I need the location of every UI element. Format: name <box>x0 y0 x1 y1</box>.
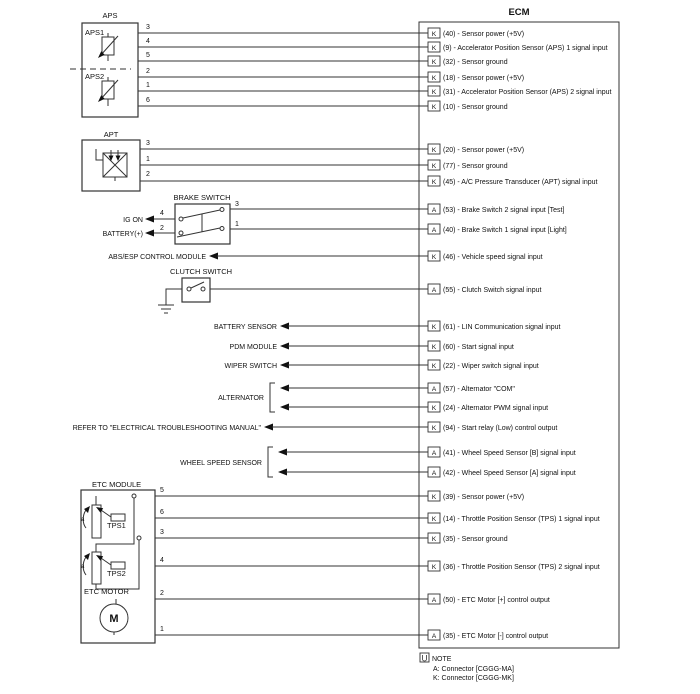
note-icon <box>420 653 429 662</box>
apt-pin-number: 1 <box>146 156 150 163</box>
pdm-module-label: PDM MODULE <box>229 344 277 351</box>
connector-letter: A <box>431 287 437 294</box>
connector-letter: A <box>431 633 437 640</box>
brake-pin-number: 3 <box>235 201 239 208</box>
aps-pin-number: 1 <box>146 82 150 89</box>
aps-pin-number: 6 <box>146 97 150 104</box>
alternator-label: ALTERNATOR <box>218 395 264 402</box>
pin-label: (20) - Sensor power (+5V) <box>443 147 525 154</box>
connector-letter: K <box>431 147 437 154</box>
connector-letter: K <box>431 425 437 432</box>
clutch-switch-component <box>158 267 232 313</box>
switch-contact <box>179 217 183 221</box>
junction-node <box>137 536 141 540</box>
pin-label: (42) - Wheel Speed Sensor [A] signal input <box>443 470 576 477</box>
ground-icon <box>158 305 174 313</box>
pin-label: (35) - ETC Motor [-] control output <box>443 633 549 640</box>
connector-letter: A <box>431 227 437 234</box>
tps2-label: TPS2 <box>107 569 126 578</box>
etc-pin-number: 5 <box>160 487 164 494</box>
ecm-box <box>419 22 619 648</box>
brake-switch-title: BRAKE SWITCH <box>173 193 231 202</box>
pin-label: (40) - Sensor power (+5V) <box>443 31 525 38</box>
switch-contact <box>187 287 191 291</box>
aps-title: APS <box>102 11 118 20</box>
left-arrowhead-icon <box>278 449 287 456</box>
apt-component <box>82 130 150 191</box>
left-arrowhead-icon <box>280 404 289 411</box>
left-arrowhead-icon <box>264 424 273 431</box>
pin-label: (22) - Wiper switch signal input <box>443 363 539 370</box>
connector-letter: K <box>431 104 437 111</box>
wheel-speed-sensor-group <box>180 447 273 477</box>
etc-pin-number: 2 <box>160 590 164 597</box>
connector-letter: K <box>431 89 437 96</box>
connector-letter: K <box>431 163 437 170</box>
switch-contact <box>179 231 183 235</box>
wiper-switch-label: WIPER SWITCH <box>224 363 277 370</box>
etc-module-title: ETC MODULE <box>92 480 142 489</box>
connector-letter: A <box>431 450 437 457</box>
etc-pin-number: 4 <box>160 557 164 564</box>
left-arrowhead-icon <box>280 323 289 330</box>
connector-letter: K <box>431 405 437 412</box>
aps-pin-number: 5 <box>146 52 150 59</box>
apt-title: APT <box>103 130 119 139</box>
connector-letter: K <box>431 254 437 261</box>
aps-pin-number: 3 <box>146 24 150 31</box>
brake-switch-component <box>103 193 239 244</box>
pin-label: (57) - Alternator "COM" <box>443 386 515 393</box>
junction-node <box>132 494 136 498</box>
left-arrowhead-icon <box>280 385 289 392</box>
pin-label: (24) - Alternator PWM signal input <box>443 405 549 412</box>
apt-box <box>82 140 140 191</box>
brake-pin-number: 4 <box>160 210 164 217</box>
tps1-label: TPS1 <box>107 521 126 530</box>
connector-letter: K <box>431 75 437 82</box>
note-title: NOTE <box>432 656 452 663</box>
clutch-switch-box <box>182 278 210 302</box>
note-section <box>420 653 514 682</box>
pin-label: (35) - Sensor ground <box>443 536 508 543</box>
wheel-speed-sensor-label: WHEEL SPEED SENSOR <box>180 460 262 467</box>
pin-label: (14) - Throttle Position Sensor (TPS) 1 signal input <box>443 516 600 523</box>
connector-letter: K <box>431 59 437 66</box>
aps2-label: APS2 <box>85 72 105 81</box>
connector-letter: K <box>431 45 437 52</box>
connector-letter: A <box>431 597 437 604</box>
etc-pin-number: 1 <box>160 626 164 633</box>
note-line: K: Connector [CGGG-MK] <box>433 675 514 682</box>
ecm-title: ECM <box>508 7 530 18</box>
connector-letter: K <box>431 516 437 523</box>
pin-label: (46) - Vehicle speed signal input <box>443 254 543 261</box>
left-arrowhead-icon <box>145 230 154 237</box>
pin-label: (18) - Sensor power (+5V) <box>443 75 525 82</box>
connector-letter: K <box>431 324 437 331</box>
alternator-bracket <box>270 383 275 412</box>
connector-letter: K <box>431 564 437 571</box>
pin-label: (55) - Clutch Switch signal input <box>443 287 542 294</box>
ground-wire <box>166 289 182 305</box>
pin-label: (31) - Accelerator Position Sensor (APS) 2 signal input <box>443 89 612 96</box>
etc-module-component <box>81 480 164 643</box>
clutch-switch-title: CLUTCH SWITCH <box>169 267 233 276</box>
ig-on-label: IG ON <box>123 217 143 224</box>
pin-label: (36) - Throttle Position Sensor (TPS) 2 signal input <box>443 564 600 571</box>
etc-pin-number: 6 <box>160 509 164 516</box>
switch-contact <box>201 287 205 291</box>
connector-letter: A <box>431 207 437 214</box>
aps-pin-number: 4 <box>146 38 150 45</box>
pin-label: (77) - Sensor ground <box>443 163 508 170</box>
connector-letter: K <box>431 31 437 38</box>
connector-letter: K <box>431 536 437 543</box>
connector-letter: K <box>431 363 437 370</box>
left-arrowhead-icon <box>209 253 218 260</box>
pin-label: (9) - Accelerator Position Sensor (APS) 1 signal input <box>443 45 608 52</box>
battery-label: BATTERY(+) <box>102 231 143 238</box>
switch-contact <box>220 208 224 212</box>
connector-letter: A <box>431 470 437 477</box>
pin-label: (45) - A/C Pressure Transducer (APT) signal input <box>443 179 598 186</box>
etc-motor-title: ETC MOTOR <box>84 587 129 596</box>
alternator-group <box>218 383 275 412</box>
brake-pin-number: 1 <box>235 221 239 228</box>
tps1-angle-symbol: a <box>81 517 85 523</box>
pin-label: (41) - Wheel Speed Sensor [B] signal input <box>443 450 576 457</box>
aps-pin-number: 2 <box>146 68 150 75</box>
switch-contact <box>220 227 224 231</box>
aps1-label: APS1 <box>85 28 105 37</box>
left-arrowhead-icon <box>280 362 289 369</box>
note-line: A: Connector [CGGG-MA] <box>433 666 514 673</box>
pin-label: (61) - LIN Communication signal input <box>443 324 561 331</box>
wheel-speed-bracket <box>268 447 273 477</box>
left-arrowhead-icon <box>145 216 154 223</box>
pin-label: (40) - Brake Switch 1 signal input [Light] <box>443 227 567 234</box>
pin-label: (32) - Sensor ground <box>443 59 508 66</box>
connector-letter: K <box>431 179 437 186</box>
left-arrowhead-icon <box>280 343 289 350</box>
refer-manual-label: REFER TO "ELECTRICAL TROUBLESHOOTING MANUAL" <box>72 425 261 432</box>
pin-label: (53) - Brake Switch 2 signal input [Test] <box>443 207 565 214</box>
pin-label: (94) - Start relay (Low) control output <box>443 425 558 432</box>
pin-label: (50) - ETC Motor [+] control output <box>443 597 550 604</box>
connector-letter: K <box>431 494 437 501</box>
aps-component <box>70 11 150 117</box>
apt-pin-number: 3 <box>146 140 150 147</box>
brake-pin-number: 2 <box>160 225 164 232</box>
battery-sensor-label: BATTERY SENSOR <box>213 324 277 331</box>
connector-letter: K <box>431 344 437 351</box>
tps2-angle-symbol: a <box>81 564 85 570</box>
pin-label: (60) - Start signal input <box>443 344 514 351</box>
motor-symbol: M <box>109 613 119 625</box>
left-arrowhead-icon <box>278 469 287 476</box>
connector-letter: A <box>431 386 437 393</box>
etc-pin-number: 3 <box>160 529 164 536</box>
pin-label: (39) - Sensor power (+5V) <box>443 494 525 501</box>
apt-pin-number: 2 <box>146 171 150 178</box>
pin-label: (10) - Sensor ground <box>443 104 508 111</box>
abs-esp-label: ABS/ESP CONTROL MODULE <box>108 254 206 261</box>
